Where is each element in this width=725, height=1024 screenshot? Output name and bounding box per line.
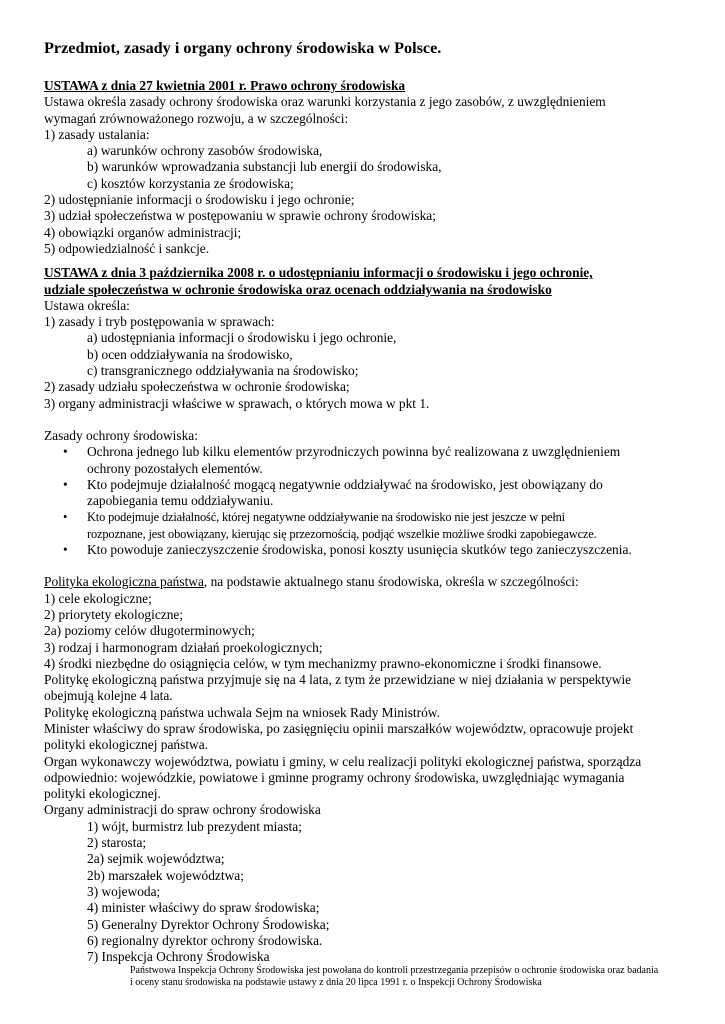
bullet-icon: • bbox=[63, 510, 68, 525]
section2-item: 1) zasady i tryb postępowania w sprawach: bbox=[44, 314, 275, 330]
principle-bullet: • Kto podejmuje działalność mogącą negatywnie oddziaływać na środowisko, jest obowiązany do zapobiegania temu oddziaływaniu. bbox=[63, 476, 603, 509]
bullet-icon: • bbox=[63, 476, 68, 492]
section2-subitem: b) ocen oddziaływania na środowisko, bbox=[87, 346, 293, 362]
section1-intro-line: Ustawa określa zasady ochrony środowiska oraz warunki korzystania z jego zasobów, z uwzględnieniem bbox=[44, 94, 606, 110]
section1-subitem: a) warunków ochrony zasobów środowiska, bbox=[87, 143, 323, 159]
section1-item: 1) zasady ustalania: bbox=[44, 126, 150, 142]
footnote-line: Państwowa Inspekcja Ochrony Środowiska jest powołana do kontroli przestrzegania przepisów o ochronie środowiska oraz badania bbox=[130, 965, 659, 977]
footnote-line: i oceny stanu środowiska na podstawie ustawy z dnia 20 lipca 1991 r. o Inspekcji Ochrony Środowiska bbox=[130, 977, 542, 989]
organ-item: 5) Generalny Dyrektor Ochrony Środowiska; bbox=[87, 916, 330, 932]
organ-item: 7) Inspekcja Ochrony Środowiska bbox=[87, 949, 270, 965]
policy-paragraph-line: Politykę ekologiczną państwa przyjmuje się na 4 lata, z tym że przewidziane w niej działania w perspektywie bbox=[44, 672, 632, 688]
section2-item: 2) zasady udziału społeczeństwa w ochronie środowiska; bbox=[44, 379, 350, 395]
policy-paragraph-line: Minister właściwy do spraw środowiska, po zasięgnięciu opinii marszałków województw, opracowuje projekt bbox=[44, 720, 634, 736]
organs-heading: Organy administracji do spraw ochrony środowiska bbox=[44, 802, 321, 818]
policy-item: 2) priorytety ekologiczne; bbox=[44, 606, 184, 622]
policy-term: Polityka ekologiczna państwa bbox=[44, 574, 204, 590]
policy-paragraph-line: Politykę ekologiczną państwa uchwala Sejm na wniosek Rady Ministrów. bbox=[44, 704, 440, 720]
section2-item: 3) organy administracji właściwe w sprawach, o których mowa w pkt 1. bbox=[44, 395, 430, 411]
policy-item: 3) rodzaj i harmonogram działań proekologicznych; bbox=[44, 639, 323, 655]
organ-item: 3) wojewoda; bbox=[87, 883, 161, 899]
principles-heading: Zasady ochrony środowiska: bbox=[44, 427, 198, 443]
bullet-icon: • bbox=[63, 444, 68, 460]
section2-intro: Ustawa określa: bbox=[44, 297, 130, 313]
bullet-icon: • bbox=[63, 542, 68, 558]
policy-paragraph-line: polityki ekologicznej państwa. bbox=[44, 737, 208, 753]
organ-item: 2) starosta; bbox=[87, 835, 147, 851]
policy-paragraph-line: Organ wykonawczy województwa, powiatu i gminy, w celu realizacji polityki ekologicznej państwa, sporządza bbox=[44, 753, 642, 769]
principle-bullet: • Ochrona jednego lub kilku elementów przyrodniczych powinna być realizowana z uwzględnieniem ochrony pozostałych elementów. bbox=[63, 444, 621, 476]
section2-subitem: a) udostępniania informacji o środowisku i jego ochronie, bbox=[87, 330, 397, 346]
section1-heading: USTAWA z dnia 27 kwietnia 2001 r. Prawo ochrony środowiska bbox=[44, 78, 406, 93]
section2-subitem: c) transgranicznego oddziaływania na środowisko; bbox=[87, 363, 359, 379]
policy-item: 1) cele ekologiczne; bbox=[44, 590, 152, 606]
section2-heading: udziale społeczeństwa w ochronie środowiska oraz ocenach oddziaływania na środowisko bbox=[44, 281, 552, 297]
policy-paragraph-line: polityki ekologicznej. bbox=[44, 786, 161, 802]
section1-item: 4) obowiązki organów administracji; bbox=[44, 224, 242, 240]
principle-bullet: • Kto powoduje zanieczyszczenie środowiska, ponosi koszty usunięcia skutków tego zanieczyszczenia. bbox=[63, 542, 632, 558]
policy-intro-rest: , na podstawie aktualnego stanu środowiska, określa w szczególności: bbox=[203, 574, 579, 590]
section1-subitem: b) warunków wprowadzania substancji lub energii do środowiska, bbox=[87, 159, 442, 175]
document-body bbox=[44, 78, 696, 989]
organ-item: 6) regionalny dyrektor ochrony środowiska. bbox=[87, 932, 323, 948]
policy-paragraph-line: obejmują kolejne 4 lata. bbox=[44, 688, 173, 704]
organ-item: 4) minister właściwy do spraw środowiska; bbox=[87, 900, 320, 916]
section2-heading: USTAWA z dnia 3 października 2008 r. o udostępnianiu informacji o środowisku i jego ochronie, bbox=[44, 265, 593, 281]
policy-intro bbox=[44, 574, 696, 590]
policy-paragraph-line: odpowiednio: wojewódzkie, powiatowe i gminne programy ochrony środowiska, uwzględniając wymagania bbox=[44, 769, 625, 785]
organ-item: 2b) marszałek województwa; bbox=[87, 867, 244, 883]
section1-item: 5) odpowiedzialność i sankcje. bbox=[44, 240, 210, 256]
organ-item: 2a) sejmik województwa; bbox=[87, 851, 225, 867]
section1-item: 3) udział społeczeństwa w postępowaniu w sprawie ochrony środowiska; bbox=[44, 208, 436, 224]
policy-item: 4) środki niezbędne do osiągnięcia celów, w tym mechanizmy prawno-ekonomiczne i środki finansowe. bbox=[44, 655, 602, 671]
policy-item: 2a) poziomy celów długoterminowych; bbox=[44, 623, 255, 639]
section1-subitem: c) kosztów korzystania ze środowiska; bbox=[87, 175, 294, 191]
section1-intro-line: wymagań zrównoważonego rozwoju, a w szczególności: bbox=[44, 110, 349, 126]
organ-item: 1) wójt, burmistrz lub prezydent miasta; bbox=[87, 818, 302, 834]
principle-bullet: • Kto podejmuje działalność, której negatywne oddziaływanie na środowisko nie jest jeszcze w pełni rozpoznane, jest obowiązany, kierując się przezornością, podjąć wszelkie możliwe środki zapobiegawcze. bbox=[63, 510, 597, 541]
section1-item: 2) udostępnianie informacji o środowisku i jego ochronie; bbox=[44, 192, 355, 208]
page-title: Przedmiot, zasady i organy ochrony środowiska w Polsce. bbox=[44, 39, 442, 57]
